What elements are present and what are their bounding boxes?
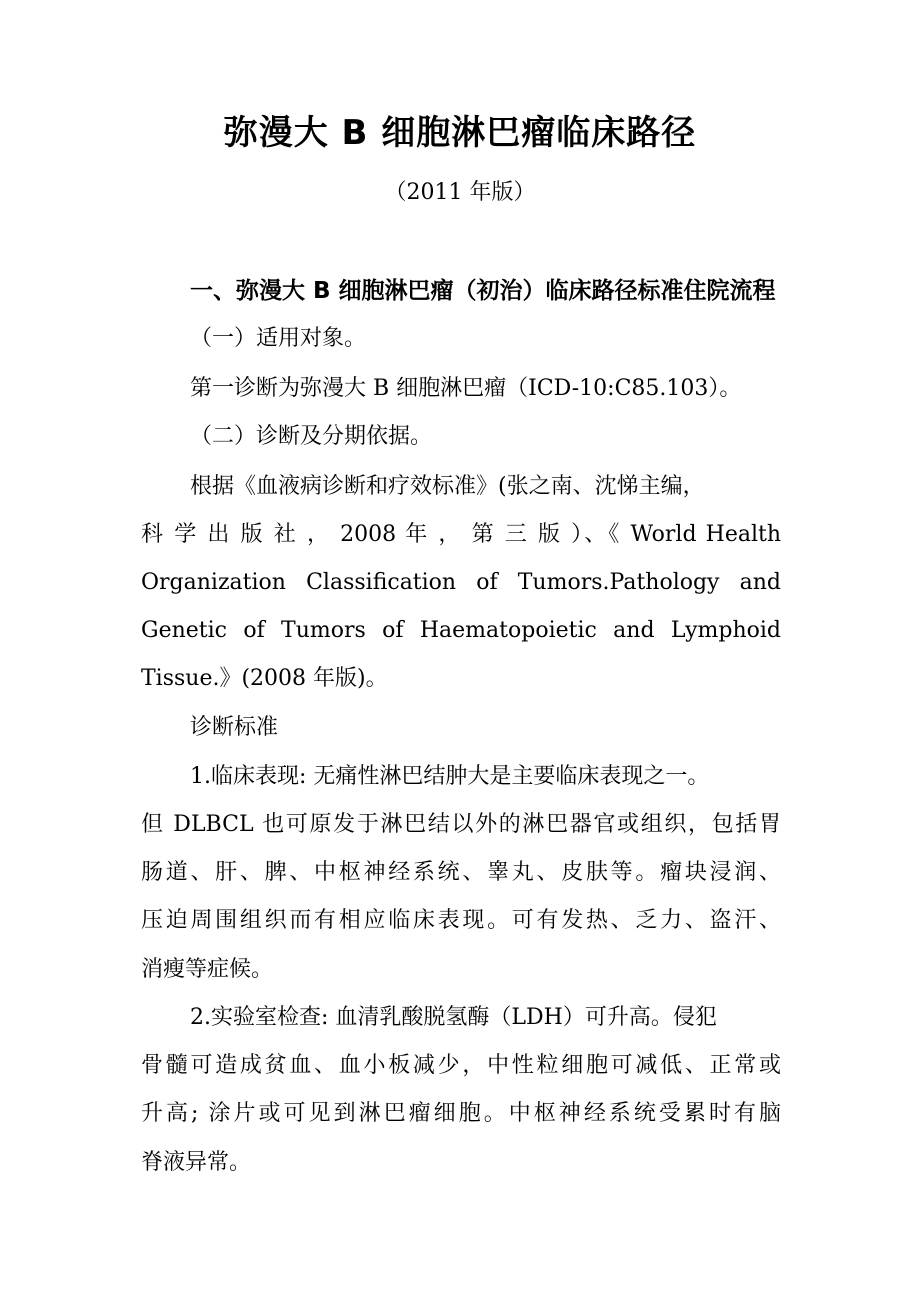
document-title: 弥漫大 B 细胞淋巴瘤临床路径 [223, 113, 697, 153]
clinical-line-5: 消瘦等症候。 [141, 957, 274, 982]
lab-line-4: 脊液异常。 [141, 1150, 252, 1175]
clinical-line-1: 1.临床表现: 无痛性淋巴结肿大是主要临床表现之一。 [190, 764, 710, 789]
lab-line-3: 升高; 涂片或可见到淋巴瘤细胞。中枢神经系统受累时有脑 [141, 1101, 781, 1126]
lab-line-2: 骨髓可造成贫血、血小板减少，中性粒细胞可减低、正常或 [141, 1053, 781, 1078]
clinical-line-4: 压迫周围组织而有相应临床表现。可有发热、乏力、盗汗、 [141, 908, 781, 933]
clinical-line-2: 但 DLBCL 也可原发于淋巴结以外的淋巴器官或组织，包括胃 [141, 812, 781, 837]
document-edition: （2011 年版） [384, 180, 536, 205]
subsection-heading-1: （一）适用对象。 [190, 326, 367, 351]
basis-line-4: Genetic of Tumors of Haematopoietic and Lymphoid [141, 618, 781, 643]
basis-line-3: Organization Classification of Tumors.Pathology and [141, 570, 781, 595]
applicable-object-text: 第一诊断为弥漫大 B 细胞淋巴瘤（ICD-10:C85.103）。 [190, 376, 742, 401]
clinical-line-3: 肠道、肝、脾、中枢神经系统、睾丸、皮肤等。瘤块浸润、 [141, 860, 781, 885]
section-heading-1: 一、弥漫大 B 细胞淋巴瘤（初治）临床路径标准住院流程 [190, 278, 776, 304]
lab-line-1: 2.实验室检查: 血清乳酸脱氢酶（LDH）可升高。侵犯 [190, 1005, 717, 1030]
criteria-label: 诊断标准 [190, 715, 279, 740]
subsection-heading-2: （二）诊断及分期依据。 [190, 424, 433, 449]
basis-line-5: Tissue.》(2008 年版)。 [141, 666, 388, 691]
basis-line-2: 科 学 出 版 社 ， 2008 年 ， 第 三 版 ）、《 World Health [141, 522, 781, 547]
basis-line-1: 根据《血液病诊断和疗效标准》(张之南、沈悌主编， [190, 474, 705, 499]
